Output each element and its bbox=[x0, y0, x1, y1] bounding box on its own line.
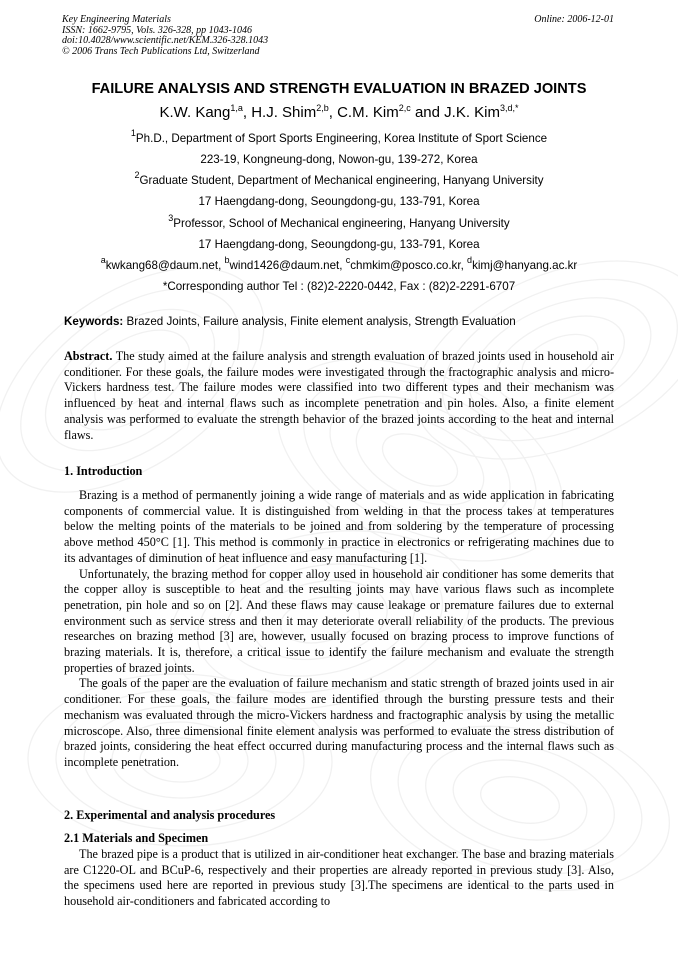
email-separator: , bbox=[460, 259, 468, 272]
watermark-stroke bbox=[476, 770, 564, 831]
keywords-label: Keywords: bbox=[64, 315, 124, 328]
email-superscript: d bbox=[467, 255, 473, 265]
email-list bbox=[0, 255, 678, 273]
abstract bbox=[64, 349, 614, 443]
author-separator: , bbox=[242, 104, 252, 121]
author-superscript: 3,d,* bbox=[500, 103, 519, 113]
email-link[interactable]: kimj@hanyang.ac.kr bbox=[472, 259, 578, 272]
email-link[interactable]: wind1426@daum.net bbox=[229, 259, 340, 272]
subsection-heading-materials: 2.1 Materials and Specimen bbox=[64, 831, 209, 845]
affiliation-text: Professor, School of Mechanical engineering, Hanyang University bbox=[173, 217, 510, 230]
affiliation-superscript: 3 bbox=[168, 213, 174, 223]
author-name: C.M. Kim bbox=[337, 104, 399, 121]
abstract-text: The study aimed at the failure analysis and strength evaluation of brazed joints used in household air conditioner. For these goals, the failure modes were investigated through the fractographic analysis and micro-Vickers hardness test. The failure modes were classified into two different types and their mechanism was influenced by heat and internal flaws such as incomplete penetration and pin holes. Also, a finite element analysis was performed to evaluate the strength behavior of the brazed joints according to the heat and internal flaws. bbox=[64, 349, 614, 442]
corresponding-author: *Corresponding author Tel : (82)2-2220-0442, Fax : (82)2-2291-6707 bbox=[162, 280, 516, 293]
affiliation-2-line-1 bbox=[0, 170, 678, 188]
journal-copyright: © 2006 Trans Tech Publications Ltd, Switzerland bbox=[62, 45, 260, 57]
paper-title: FAILURE ANALYSIS AND STRENGTH EVALUATION IN BRAZED JOINTS bbox=[91, 81, 587, 97]
affiliation-3-line-1 bbox=[0, 213, 678, 231]
author-separator: , bbox=[328, 104, 338, 121]
journal-header bbox=[62, 15, 268, 57]
materials-body bbox=[64, 847, 614, 910]
affiliation-3-line-2: 17 Haengdang-dong, Seoungdong-gu, 133-791, Korea bbox=[198, 238, 480, 251]
author-superscript: 2,b bbox=[316, 103, 329, 113]
email-superscript: b bbox=[224, 255, 230, 265]
section-heading-experimental: 2. Experimental and analysis procedures bbox=[64, 808, 276, 822]
keywords bbox=[64, 314, 516, 329]
author-separator: and bbox=[410, 104, 445, 121]
affiliation-text: Graduate Student, Department of Mechanical engineering, Hanyang University bbox=[139, 174, 544, 187]
section-heading-introduction: 1. Introduction bbox=[64, 464, 143, 478]
author-list bbox=[0, 103, 678, 123]
author-name: H.J. Shim bbox=[251, 104, 317, 121]
affiliation-1-line-1 bbox=[0, 128, 678, 146]
introduction-body bbox=[64, 488, 614, 771]
affiliation-superscript: 2 bbox=[134, 170, 140, 180]
author-name: K.W. Kang bbox=[159, 104, 231, 121]
author-superscript: 2,c bbox=[398, 103, 411, 113]
email-link[interactable]: chmkim@posco.co.kr bbox=[350, 259, 461, 272]
email-superscript: c bbox=[345, 255, 351, 265]
paragraph: Brazing is a method of permanently joining a wide range of materials and as wide application in fabricating components of commercial value. It is distinguished from welding in that the process takes at temperatures below the melting points of the materials to be joined and from soldering by the temperature of processing above method 450°C [1]. This method is commonly in practice in electronics or refrigerating machines due to its advantages of diminution of heat influence and easy manufacturing [1]. bbox=[64, 488, 614, 565]
affiliation-text: Ph.D., Department of Sport Sports Engineering, Korea Institute of Sport Science bbox=[135, 132, 548, 145]
email-link[interactable]: kwkang68@daum.net bbox=[105, 259, 219, 272]
affiliation-2-line-2: 17 Haengdang-dong, Seoungdong-gu, 133-791, Korea bbox=[198, 195, 480, 208]
abstract-label: Abstract. bbox=[64, 349, 113, 363]
author-name: J.K. Kim bbox=[444, 104, 500, 121]
journal-doi[interactable]: doi:10.4028/www.scientific.net/KEM.326-328.1043 bbox=[62, 35, 269, 47]
journal-issn: ISSN: 1662-9795, Vols. 326-328, pp 1043-1046 bbox=[62, 24, 252, 36]
email-superscript: a bbox=[100, 255, 106, 265]
paragraph: Unfortunately, the brazing method for copper alloy used in household air conditioner has some demerits that the copper alloy is susceptible to heat and the resulting joints may have various flaws such as incomplete penetration, pin hole and so on [2]. And these flaws may cause leakage or premature failures due to external environment such as service stress and then it may deteriorate overall reliability of the products. The previous researches on brazing method [3] are, however, usually focused on brazing process to improve functions of brazing materials. It is, therefore, a critical issue to identify the failure mechanism and evaluate the strength properties of brazed joints. bbox=[64, 566, 614, 675]
paragraph: The brazed pipe is a product that is utilized in air-conditioner heat exchanger. The base and brazing materials are C1220-OL and BCuP-6, respectively and their properties are already reported in previous study [3]. Also, the specimens used here are reported in previous study [3].The specimens are identical to the parts used in household air-conditioners and fabricated according to bbox=[64, 847, 614, 909]
author-superscript: 1,a bbox=[230, 103, 243, 113]
keywords-text: Brazed Joints, Failure analysis, Finite element analysis, Strength Evaluation bbox=[123, 315, 516, 328]
affiliation-1-line-2: 223-19, Kongneung-dong, Nowon-gu, 139-272, Korea bbox=[200, 153, 478, 166]
email-separator: , bbox=[339, 259, 346, 272]
paragraph: The goals of the paper are the evaluation of failure mechanism and static strength of brazed joints used in air conditioner. For these goals, the failure modes are identified through the bursting pressure tests and their mechanism was evaluated through the micro-Vickers hardness and fractographic analysis by using the metallic microscope. Also, three dimensional finite element analysis was performed to evaluate the stress distribution of brazed joints, considering the heat effect occurred during manufacturing process and the internal flaws such as incomplete penetration. bbox=[64, 676, 614, 769]
email-separator: , bbox=[218, 259, 225, 272]
journal-name: Key Engineering Materials bbox=[62, 14, 171, 25]
affiliation-superscript: 1 bbox=[130, 128, 136, 138]
online-date: Online: 2006-12-01 bbox=[534, 14, 614, 25]
